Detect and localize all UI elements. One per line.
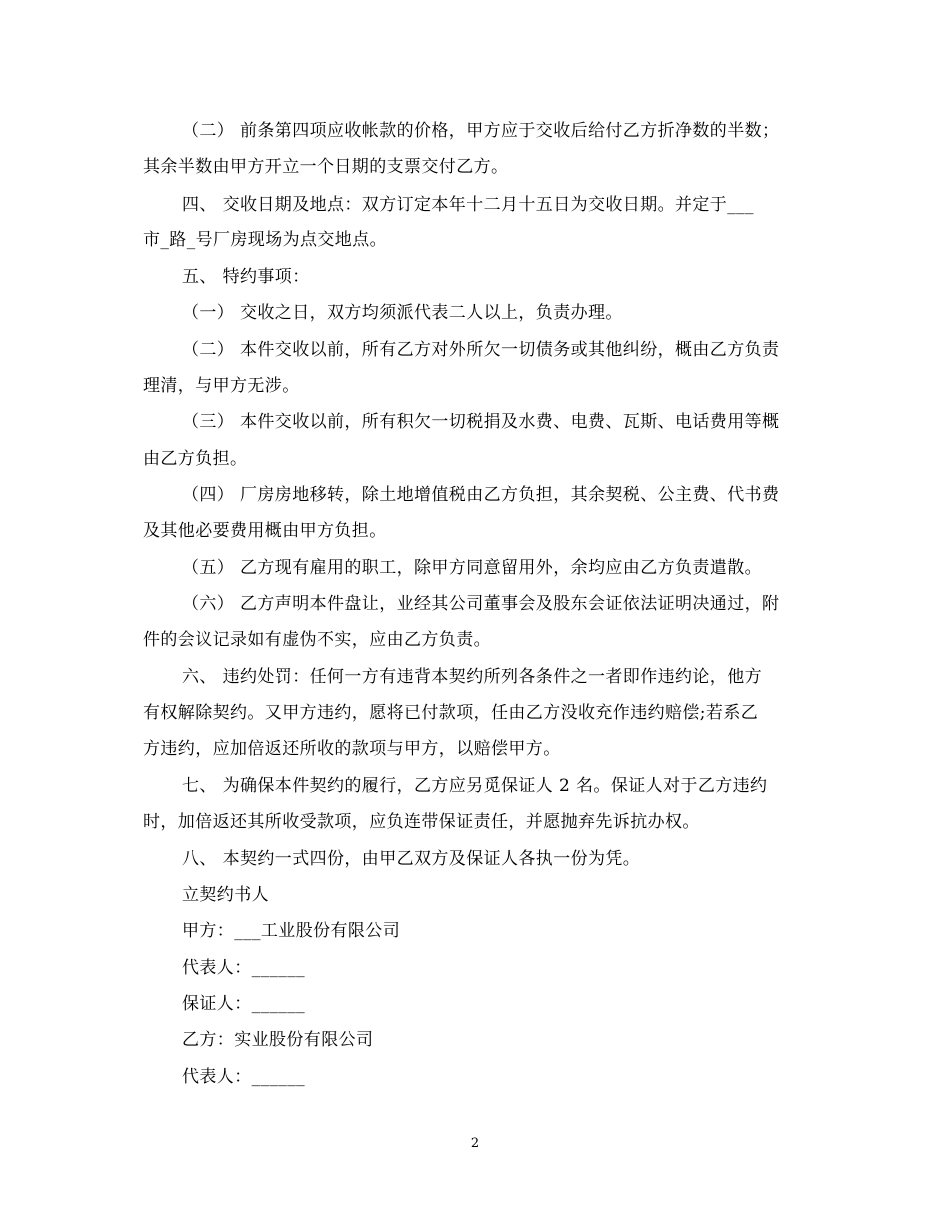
clause-4-line-1: 四、 交收日期及地点：双方订定本年十二月十五日为交收日期。并定于___ (182, 195, 754, 215)
party-a: 甲方：___工业股份有限公司 (182, 921, 401, 941)
clause-7-line-2: 时，加倍返还其所收受款项，应负连带保证责任，并愿抛弃先诉抗办权。 (143, 812, 700, 832)
special-4-line-2: 及其他必要费用概由甲方负担。 (143, 521, 387, 541)
special-6-line-2: 件的会议记录如有虚伪不实，应由乙方负责。 (143, 630, 491, 650)
party-b-representative: 代表人：______ (182, 1067, 305, 1087)
special-5: （五） 乙方现有雇用的职工，除甲方同意留用外，余均应由乙方负责遣散。 (182, 558, 763, 578)
special-3-line-1: （三） 本件交收以前，所有积欠一切税捐及水费、电费、瓦斯、电话费用等概 (182, 412, 780, 432)
special-2-line-1: （二） 本件交收以前，所有乙方对外所欠一切债务或其他纠纷，概由乙方负责 (182, 340, 780, 360)
para-2-line-1: （二） 前条第四项应收帐款的价格，甲方应于交收后给付乙方折净数的半数； (182, 121, 780, 141)
clause-6-line-1: 六、 违约处罚：任何一方有违背本契约所列各条件之一者即作违约论，他方 (182, 667, 763, 687)
party-b: 乙方：实业股份有限公司 (182, 1030, 374, 1050)
clause-6-line-3: 方违约，应加倍返还所收的款项与甲方，以赔偿甲方。 (143, 739, 561, 759)
clause-4-line-2: 市_路_号厂房现场为点交地点。 (143, 230, 387, 250)
signatories-heading: 立契约书人 (182, 885, 269, 905)
special-2-line-2: 理清，与甲方无涉。 (143, 376, 300, 396)
para-2-line-2: 其余半数由甲方开立一个日期的支票交付乙方。 (143, 157, 509, 177)
special-1: （一） 交收之日，双方均须派代表二人以上，负责办理。 (182, 303, 623, 323)
clause-6-line-2: 有权解除契约。又甲方违约，愿将已付款项，任由乙方没收充作违约赔偿;若系乙 (143, 703, 759, 723)
clause-7-line-1: 七、 为确保本件契约的履行，乙方应另觅保证人 2 名。保证人对于乙方违约 (182, 776, 768, 796)
clause-8: 八、 本契约一式四份，由甲乙双方及保证人各执一份为凭。 (182, 849, 641, 869)
page-number: 2 (470, 1136, 480, 1151)
guarantor: 保证人：______ (182, 994, 305, 1014)
party-a-representative: 代表人：______ (182, 958, 305, 978)
clause-5-heading: 五、 特约事项： (182, 267, 310, 287)
special-6-line-1: （六） 乙方声明本件盘让，业经其公司董事会及股东会证依法证明决通过，附 (182, 594, 780, 614)
special-4-line-1: （四） 厂房房地移转，除土地增值税由乙方负担，其余契税、公主费、代书费 (182, 485, 780, 505)
special-3-line-2: 由乙方负担。 (143, 449, 248, 469)
